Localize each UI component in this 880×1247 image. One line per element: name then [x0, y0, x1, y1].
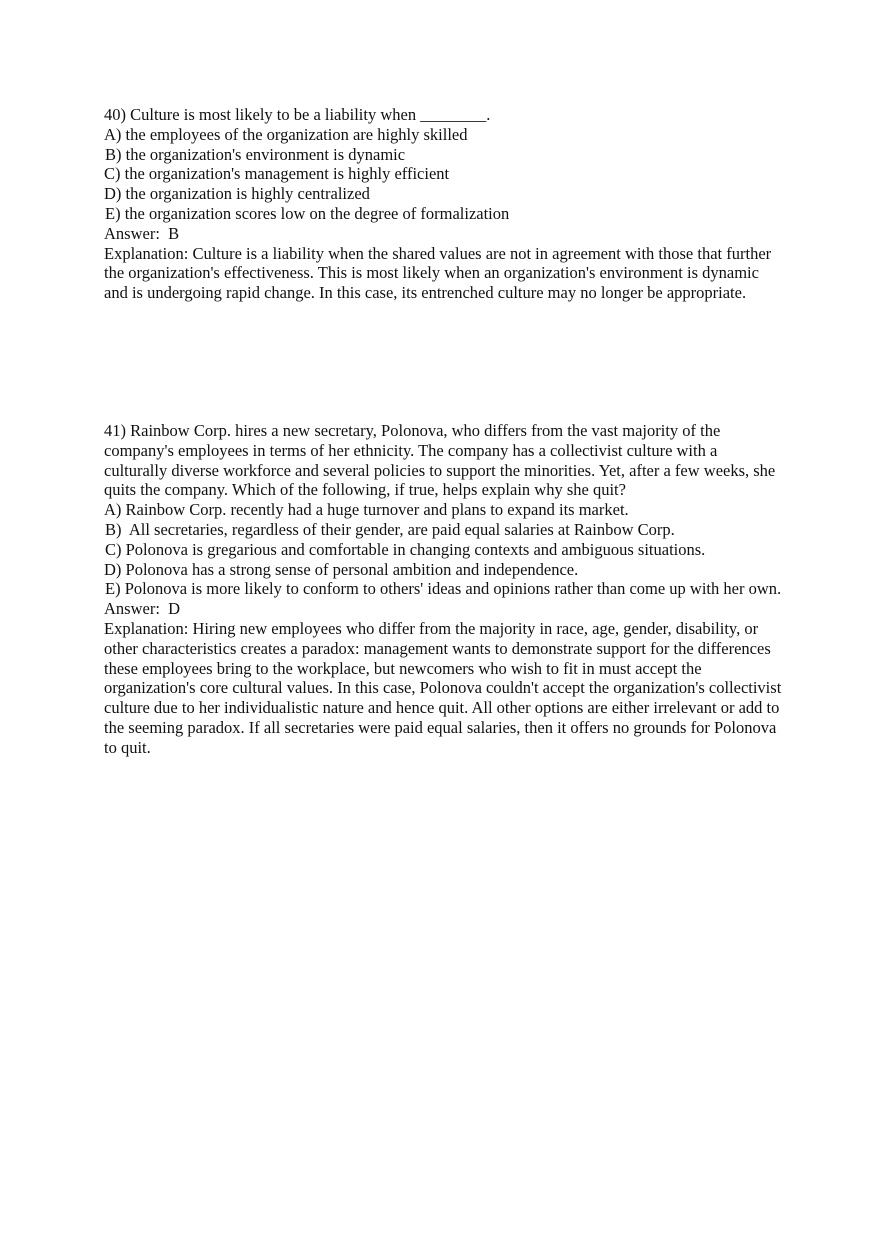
option-c: C) Polonova is gregarious and comfortable in changing contexts and ambiguous situations.	[105, 539, 706, 559]
option-e: E) Polonova is more likely to conform to others' ideas and opinions rather than come up with her own.	[105, 579, 782, 599]
option-b: B) the organization's environment is dynamic	[105, 144, 406, 164]
question-41	[104, 421, 784, 758]
option-d: D) Polonova has a strong sense of personal ambition and independence.	[104, 559, 579, 579]
question-stem: 40) Culture is most likely to be a liability when ________.	[104, 105, 491, 124]
option-a: A) Rainbow Corp. recently had a huge turnover and plans to expand its market.	[104, 500, 629, 520]
explanation: Explanation: Hiring new employees who differ from the majority in race, age, gender, disability, or other characteristics creates a paradox: management wants to demonstrate support for the differences these employees bring to the workplace, but newcomers who wish to fit in must accept the organization's core cultural values. In this case, Polonova couldn't accept the organization's collectivist culture due to her individualistic nature and hence quit. All other options are either irrelevant or add to the seeming paradox. If all secretaries were paid equal salaries, then it offers no grounds for Polonova to quit.	[104, 618, 782, 757]
answer: Answer: B	[104, 223, 180, 243]
question-40	[104, 105, 784, 303]
option-d: D) the organization is highly centralized	[104, 184, 370, 204]
explanation: Explanation: Culture is a liability when the shared values are not in agreement with those that further the organization's effectiveness. This is most likely when an organization's environment is dynamic and is undergoing rapid change. In this case, its entrenched culture may no longer be appropriate.	[104, 243, 772, 303]
option-a: A) the employees of the organization are highly skilled	[104, 124, 468, 144]
answer: Answer: D	[104, 599, 181, 619]
question-stem: 41) Rainbow Corp. hires a new secretary, Polonova, who differs from the vast majority of the company's employees in terms of her ethnicity. The company has a collectivist culture with a culturally diverse workforce and several policies to support the minorities. Yet, after a few weeks, she quits the company. Which of the following, if true, helps explain why she quit?	[104, 421, 776, 500]
option-c: C) the organization's management is highly efficient	[104, 164, 450, 184]
option-b: B) All secretaries, regardless of their gender, are paid equal salaries at Rainbow Corp.	[105, 519, 675, 539]
option-e: E) the organization scores low on the degree of formalization	[105, 203, 510, 223]
